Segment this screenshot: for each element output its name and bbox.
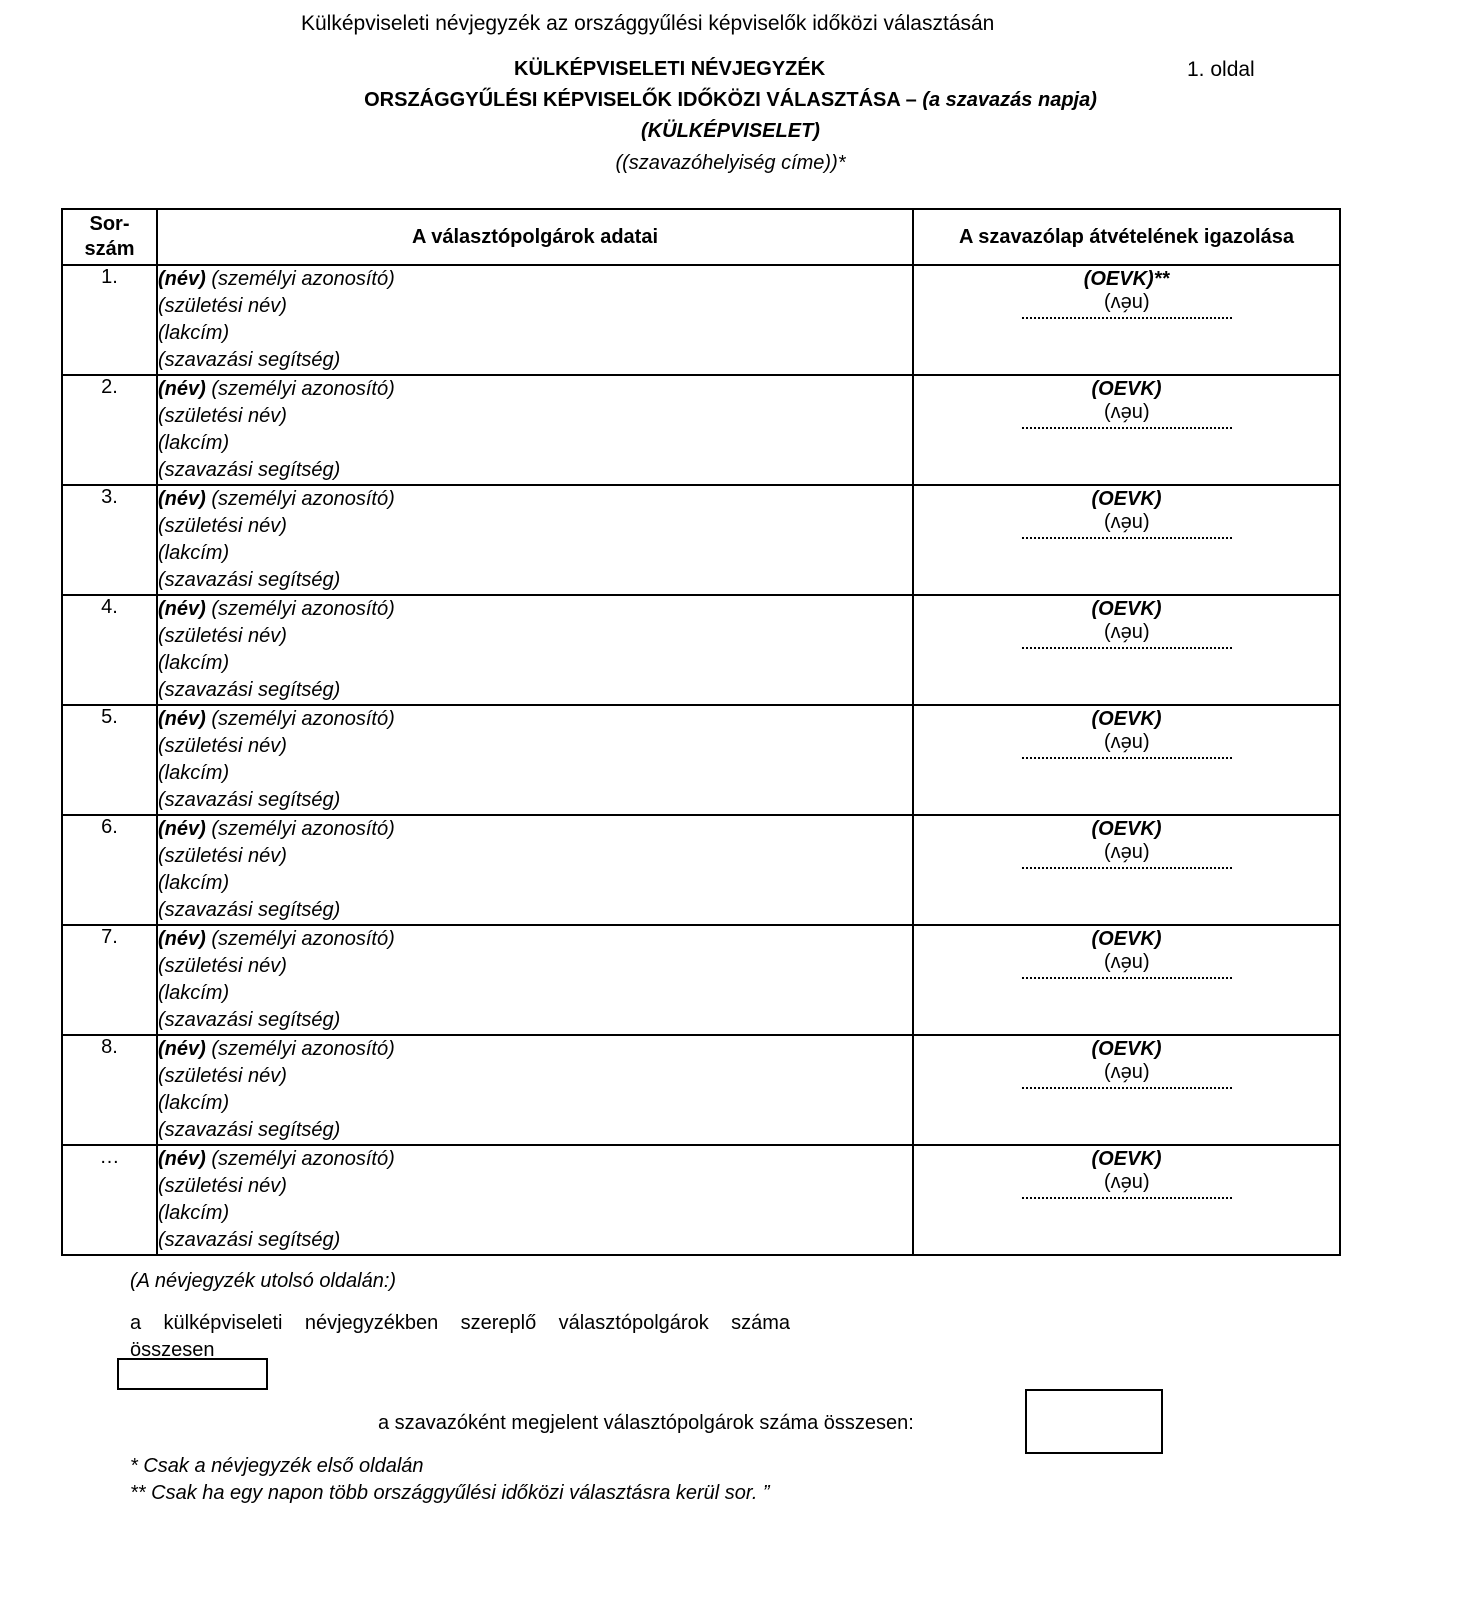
subtitle-election-date: (a szavazás napja)	[922, 89, 1097, 111]
birth-name-field: (születési név)	[158, 1175, 287, 1197]
birth-name-field: (születési név)	[158, 515, 287, 537]
total-listed-input-box[interactable]	[117, 1358, 268, 1390]
subtitle-election: ORSZÁGGYŰLÉSI KÉPVISELŐK IDŐKÖZI VÁLASZTÁSA –	[364, 89, 917, 111]
row-number: 2.	[62, 375, 157, 485]
footnote-multiple-elections: ** Csak ha egy napon több országgyűlési időközi választásra kerül sor. ”	[130, 1482, 770, 1504]
receipt-signature-cell[interactable]	[913, 1035, 1340, 1145]
address-field: (lakcím)	[158, 542, 230, 564]
voting-assistance-field: (szavazási segítség)	[158, 679, 341, 701]
table-row	[62, 815, 1340, 925]
personal-id-field: (személyi azonosító)	[211, 708, 395, 730]
address-field: (lakcím)	[158, 1202, 230, 1224]
header-number	[62, 209, 157, 265]
page-number: 1. oldal	[1187, 58, 1255, 81]
voter-name-field: (név)	[158, 928, 206, 950]
address-field: (lakcím)	[158, 1092, 230, 1114]
row-number: 1.	[62, 265, 157, 375]
receipt-signature-cell[interactable]	[913, 375, 1340, 485]
personal-id-field: (személyi azonosító)	[211, 1148, 395, 1170]
oevk-label: (OEVK)**	[1083, 268, 1170, 290]
address-field: (lakcím)	[158, 432, 230, 454]
header-voter-data: A választópolgárok adatai	[157, 209, 913, 265]
voting-assistance-field: (szavazási segítség)	[158, 1009, 341, 1031]
row-number: 4.	[62, 595, 157, 705]
voter-data-cell[interactable]	[157, 705, 913, 815]
signature-name-label: (név)	[1103, 512, 1150, 534]
row-number: 5.	[62, 705, 157, 815]
total-voted-input-box[interactable]	[1025, 1389, 1163, 1454]
voting-assistance-field: (szavazási segítség)	[158, 789, 341, 811]
voter-name-field: (név)	[158, 268, 206, 290]
header-receipt: A szavazólap átvételének igazolása	[913, 209, 1340, 265]
receipt-signature-cell[interactable]	[913, 485, 1340, 595]
voting-assistance-field: (szavazási segítség)	[158, 1119, 341, 1141]
voter-register-table	[61, 208, 1341, 1256]
address-field: (lakcím)	[158, 652, 230, 674]
birth-name-field: (születési név)	[158, 735, 287, 757]
table-row	[62, 265, 1340, 375]
address-field: (lakcím)	[158, 872, 230, 894]
row-number: 8.	[62, 1035, 157, 1145]
birth-name-field: (születési név)	[158, 405, 287, 427]
oevk-label: (OEVK)	[1091, 928, 1162, 950]
personal-id-field: (személyi azonosító)	[211, 378, 395, 400]
document-title: KÜLKÉPVISELETI NÉVJEGYZÉK	[514, 58, 826, 80]
table-row	[62, 1145, 1340, 1255]
signature-name-label: (név)	[1103, 1172, 1150, 1194]
oevk-label: (OEVK)	[1091, 488, 1162, 510]
signature-name-label: (név)	[1103, 952, 1150, 974]
personal-id-field: (személyi azonosító)	[211, 488, 395, 510]
last-page-note: (A névjegyzék utolsó oldalán:)	[130, 1270, 397, 1292]
personal-id-field: (személyi azonosító)	[211, 268, 395, 290]
table-header-row	[62, 209, 1340, 265]
birth-name-field: (születési név)	[158, 845, 287, 867]
voter-data-cell[interactable]	[157, 485, 913, 595]
voter-data-cell[interactable]	[157, 1035, 913, 1145]
personal-id-field: (személyi azonosító)	[211, 928, 395, 950]
signature-name-label: (név)	[1103, 292, 1150, 314]
birth-name-field: (születési név)	[158, 625, 287, 647]
table-row	[62, 705, 1340, 815]
voter-data-cell[interactable]	[157, 595, 913, 705]
signature-name-label: (név)	[1103, 1062, 1150, 1084]
voting-assistance-field: (szavazási segítség)	[158, 349, 341, 371]
voting-assistance-field: (szavazási segítség)	[158, 899, 341, 921]
receipt-signature-cell[interactable]	[913, 705, 1340, 815]
receipt-signature-cell[interactable]	[913, 925, 1340, 1035]
signature-name-label: (név)	[1103, 402, 1150, 424]
birth-name-field: (születési név)	[158, 1065, 287, 1087]
voter-name-field: (név)	[158, 1038, 206, 1060]
oevk-label: (OEVK)	[1091, 708, 1162, 730]
voter-name-field: (név)	[158, 598, 206, 620]
birth-name-field: (születési név)	[158, 295, 287, 317]
voter-data-cell[interactable]	[157, 1145, 913, 1255]
voter-data-cell[interactable]	[157, 265, 913, 375]
receipt-signature-cell[interactable]	[913, 815, 1340, 925]
personal-id-field: (személyi azonosító)	[211, 598, 395, 620]
oevk-label: (OEVK)	[1091, 598, 1162, 620]
table-row	[62, 925, 1340, 1035]
receipt-signature-cell[interactable]	[913, 595, 1340, 705]
voter-name-field: (név)	[158, 1148, 206, 1170]
row-number: …	[62, 1145, 157, 1255]
voting-assistance-field: (szavazási segítség)	[158, 1229, 341, 1251]
oevk-label: (OEVK)	[1091, 1038, 1162, 1060]
personal-id-field: (személyi azonosító)	[211, 1038, 395, 1060]
address-field: (lakcím)	[158, 982, 230, 1004]
voting-assistance-field: (szavazási segítség)	[158, 459, 341, 481]
voter-name-field: (név)	[158, 488, 206, 510]
voter-name-field: (név)	[158, 378, 206, 400]
voter-name-field: (név)	[158, 818, 206, 840]
signature-name-label: (név)	[1103, 842, 1150, 864]
table-row	[62, 375, 1340, 485]
header-number-label: Sor- szám	[84, 213, 135, 260]
voting-assistance-field: (szavazási segítség)	[158, 569, 341, 591]
birth-name-field: (születési név)	[158, 955, 287, 977]
voter-data-cell[interactable]	[157, 815, 913, 925]
voter-name-field: (név)	[158, 708, 206, 730]
table-row	[62, 595, 1340, 705]
row-number: 6.	[62, 815, 157, 925]
oevk-label: (OEVK)	[1091, 378, 1162, 400]
signature-name-label: (név)	[1103, 622, 1150, 644]
address-field: (lakcím)	[158, 762, 230, 784]
address-field: (lakcím)	[158, 322, 230, 344]
total-listed-label: a külképviseleti névjegyzékben szereplő választópolgárok száma összesen	[130, 1312, 790, 1361]
signature-name-label: (név)	[1103, 732, 1150, 754]
oevk-label: (OEVK)	[1091, 1148, 1162, 1170]
voter-data-cell[interactable]	[157, 375, 913, 485]
row-number: 3.	[62, 485, 157, 595]
personal-id-field: (személyi azonosító)	[211, 818, 395, 840]
footnote-first-page: * Csak a névjegyzék első oldalán	[130, 1455, 424, 1477]
row-number: 7.	[62, 925, 157, 1035]
total-voted-label: a szavazóként megjelent választópolgárok száma összesen:	[378, 1412, 914, 1434]
running-head: Külképviseleti névjegyzék az országgyűlési képviselők időközi választásán	[301, 12, 995, 35]
document-subtitle	[0, 89, 1461, 112]
mission-name: (KÜLKÉPVISELET)	[641, 120, 820, 142]
receipt-signature-cell[interactable]	[913, 1145, 1340, 1255]
voter-data-cell[interactable]	[157, 925, 913, 1035]
receipt-signature-cell[interactable]	[913, 265, 1340, 375]
oevk-label: (OEVK)	[1091, 818, 1162, 840]
table-row	[62, 1035, 1340, 1145]
table-row	[62, 485, 1340, 595]
polling-address: ((szavazóhelyiség címe))*	[615, 152, 846, 174]
